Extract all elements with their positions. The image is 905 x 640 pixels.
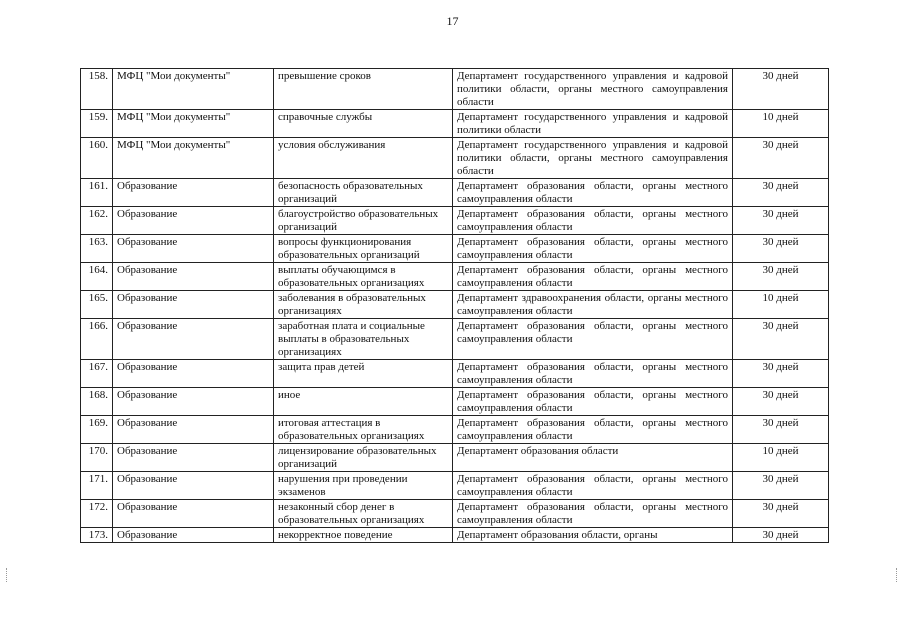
row-term: 30 дней bbox=[733, 388, 829, 416]
row-number: 163. bbox=[81, 235, 113, 263]
table-row bbox=[81, 291, 829, 319]
row-topic: Образование bbox=[113, 235, 274, 263]
row-topic: МФЦ "Мои документы" bbox=[113, 69, 274, 110]
table-row bbox=[81, 69, 829, 110]
scan-edge-mark-left bbox=[6, 568, 10, 582]
row-topic: Образование bbox=[113, 360, 274, 388]
row-department: Департамент образования области, органы bbox=[453, 528, 733, 543]
row-department: Департамент образования области bbox=[453, 444, 733, 472]
row-subject: превышение сроков bbox=[274, 69, 453, 110]
row-subject: нарушения при проведении экзаменов bbox=[274, 472, 453, 500]
row-topic: Образование bbox=[113, 500, 274, 528]
row-number: 159. bbox=[81, 110, 113, 138]
row-subject: справочные службы bbox=[274, 110, 453, 138]
table-row bbox=[81, 138, 829, 179]
appeals-table bbox=[80, 68, 829, 543]
table-row bbox=[81, 500, 829, 528]
row-topic: Образование bbox=[113, 472, 274, 500]
row-number: 161. bbox=[81, 179, 113, 207]
table-row bbox=[81, 263, 829, 291]
row-number: 160. bbox=[81, 138, 113, 179]
row-term: 30 дней bbox=[733, 69, 829, 110]
row-number: 171. bbox=[81, 472, 113, 500]
row-number: 173. bbox=[81, 528, 113, 543]
table-row bbox=[81, 319, 829, 360]
table-row bbox=[81, 472, 829, 500]
row-topic: Образование bbox=[113, 319, 274, 360]
row-subject: вопросы функционирования образовательных организаций bbox=[274, 235, 453, 263]
row-term: 30 дней bbox=[733, 235, 829, 263]
row-number: 164. bbox=[81, 263, 113, 291]
row-subject: заболевания в образовательных организациях bbox=[274, 291, 453, 319]
row-number: 172. bbox=[81, 500, 113, 528]
row-department: Департамент образования области, органы местного самоуправления области bbox=[453, 263, 733, 291]
row-department: Департамент образования области, органы местного самоуправления области bbox=[453, 207, 733, 235]
row-term: 30 дней bbox=[733, 416, 829, 444]
row-topic: Образование bbox=[113, 179, 274, 207]
row-number: 162. bbox=[81, 207, 113, 235]
row-subject: благоустройство образовательных организаций bbox=[274, 207, 453, 235]
row-topic: Образование bbox=[113, 263, 274, 291]
table-row bbox=[81, 235, 829, 263]
row-subject: защита прав детей bbox=[274, 360, 453, 388]
row-department: Департамент образования области, органы местного самоуправления области bbox=[453, 472, 733, 500]
row-number: 170. bbox=[81, 444, 113, 472]
row-subject: некорректное поведение bbox=[274, 528, 453, 543]
row-term: 30 дней bbox=[733, 472, 829, 500]
row-subject: лицензирование образовательных организаций bbox=[274, 444, 453, 472]
row-term: 30 дней bbox=[733, 263, 829, 291]
table-row bbox=[81, 360, 829, 388]
row-topic: Образование bbox=[113, 207, 274, 235]
row-department: Департамент образования области, органы местного самоуправления области bbox=[453, 500, 733, 528]
row-term: 30 дней bbox=[733, 138, 829, 179]
row-term: 10 дней bbox=[733, 444, 829, 472]
row-subject: иное bbox=[274, 388, 453, 416]
row-term: 10 дней bbox=[733, 110, 829, 138]
row-subject: незаконный сбор денег в образовательных организациях bbox=[274, 500, 453, 528]
row-topic: Образование bbox=[113, 528, 274, 543]
table-row bbox=[81, 207, 829, 235]
row-topic: Образование bbox=[113, 388, 274, 416]
row-term: 30 дней bbox=[733, 179, 829, 207]
row-term: 30 дней bbox=[733, 207, 829, 235]
row-term: 10 дней bbox=[733, 291, 829, 319]
row-department: Департамент образования области, органы местного самоуправления области bbox=[453, 235, 733, 263]
row-number: 169. bbox=[81, 416, 113, 444]
row-subject: заработная плата и социальные выплаты в образовательных организациях bbox=[274, 319, 453, 360]
row-department: Департамент государственного управления и кадровой политики области, органы местного самоуправления области bbox=[453, 69, 733, 110]
row-department: Департамент образования области, органы местного самоуправления области bbox=[453, 319, 733, 360]
row-department: Департамент государственного управления и кадровой политики области bbox=[453, 110, 733, 138]
row-term: 30 дней bbox=[733, 500, 829, 528]
table-row bbox=[81, 110, 829, 138]
row-term: 30 дней bbox=[733, 360, 829, 388]
row-subject: безопасность образовательных организаций bbox=[274, 179, 453, 207]
row-topic: Образование bbox=[113, 416, 274, 444]
table-row bbox=[81, 179, 829, 207]
table-row bbox=[81, 528, 829, 543]
row-department: Департамент образования области, органы местного самоуправления области bbox=[453, 360, 733, 388]
row-number: 167. bbox=[81, 360, 113, 388]
row-department: Департамент здравоохранения области, органы местного самоуправления области bbox=[453, 291, 733, 319]
table-row bbox=[81, 416, 829, 444]
row-department: Департамент образования области, органы местного самоуправления области bbox=[453, 388, 733, 416]
row-term: 30 дней bbox=[733, 528, 829, 543]
row-department: Департамент образования области, органы местного самоуправления области bbox=[453, 179, 733, 207]
row-number: 158. bbox=[81, 69, 113, 110]
row-department: Департамент государственного управления и кадровой политики области, органы местного самоуправления области bbox=[453, 138, 733, 179]
page-number: 17 bbox=[446, 14, 459, 28]
table-row bbox=[81, 444, 829, 472]
row-subject: выплаты обучающимся в образовательных организациях bbox=[274, 263, 453, 291]
row-subject: итоговая аттестация в образовательных организациях bbox=[274, 416, 453, 444]
row-number: 166. bbox=[81, 319, 113, 360]
table-row bbox=[81, 388, 829, 416]
row-number: 165. bbox=[81, 291, 113, 319]
row-topic: Образование bbox=[113, 444, 274, 472]
row-topic: Образование bbox=[113, 291, 274, 319]
scan-edge-mark-right bbox=[896, 568, 900, 582]
row-number: 168. bbox=[81, 388, 113, 416]
table-body bbox=[81, 69, 829, 543]
row-term: 30 дней bbox=[733, 319, 829, 360]
row-topic: МФЦ "Мои документы" bbox=[113, 110, 274, 138]
row-department: Департамент образования области, органы местного самоуправления области bbox=[453, 416, 733, 444]
row-subject: условия обслуживания bbox=[274, 138, 453, 179]
row-topic: МФЦ "Мои документы" bbox=[113, 138, 274, 179]
